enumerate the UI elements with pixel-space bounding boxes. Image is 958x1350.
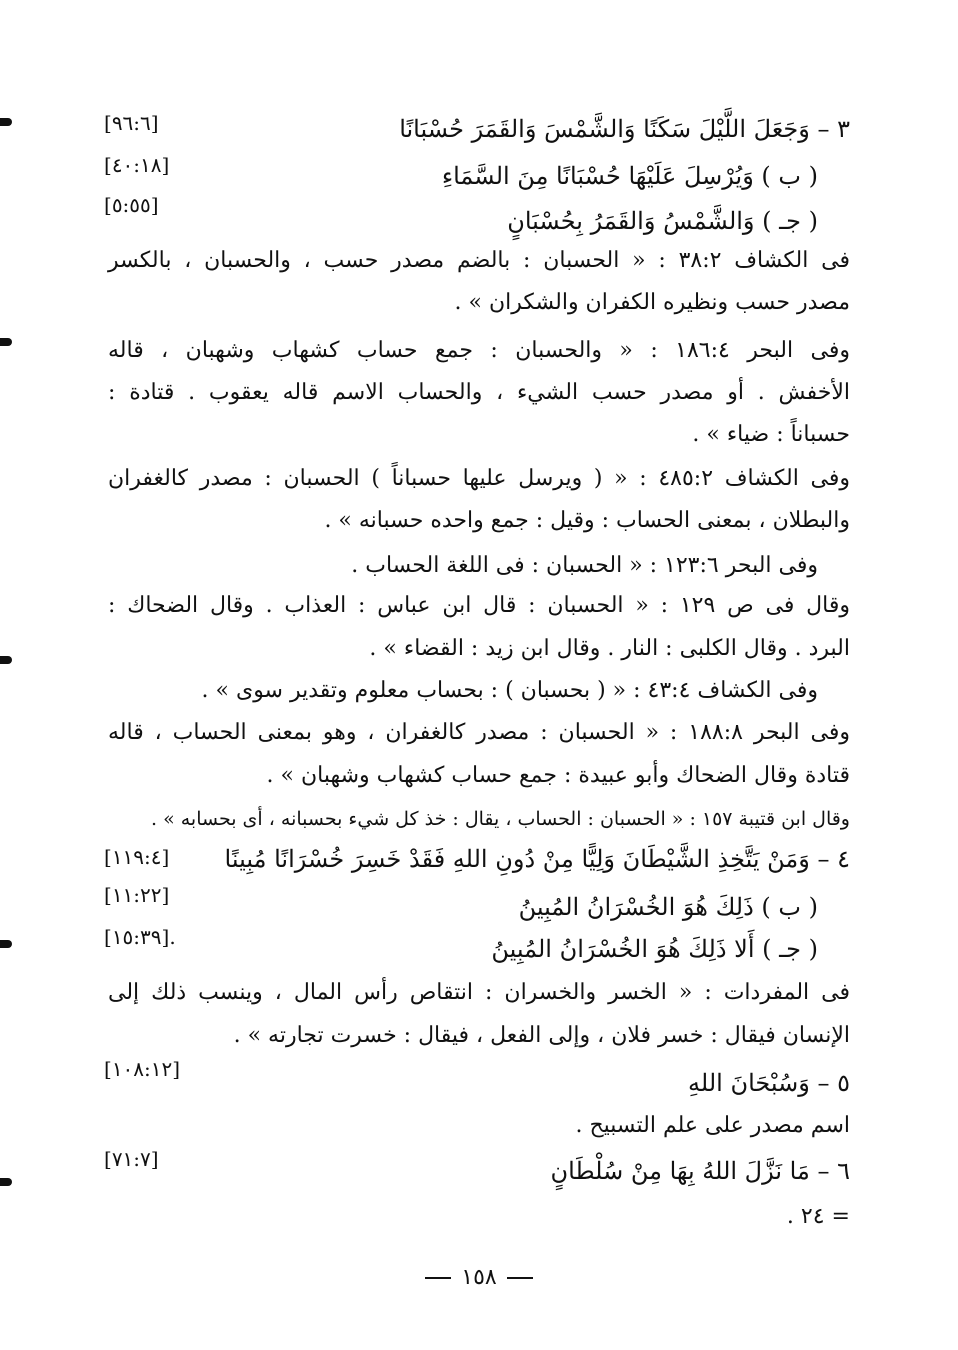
scan-edge-mark (0, 1178, 12, 1186)
verse-reference: [٥:٥٥] (104, 193, 159, 217)
verse-reference: [١٥:٣٩]. (104, 925, 176, 949)
commentary-line: وفى الكشاف ٤٨٥:٢ : « ( ويرسل عليها حسباناً ) الحسبان : مصدر كالغفران (108, 466, 850, 491)
commentary-line: حسباناً : ضياء » . (692, 422, 850, 447)
commentary-line: وقال ابن قتيبة ١٥٧ : « الحسبان : الحساب ، يقال : خذ كل شيء بحسبانه ، أى بحسابه » . (150, 808, 850, 830)
commentary-line: اسم مصدر على علم التسبيح . (575, 1113, 850, 1138)
verse-line: ٤ – وَمَنْ يَتَّخِذِ الشَّيْطَانَ وَلِيًّا مِنْ دُونِ اللهِ فَقَدْ خَسِرَ خُسْرَانًا مُبِينًا (224, 845, 850, 873)
verse-reference: [١٠٨:١٢] (104, 1057, 181, 1081)
commentary-line: وفى الكشاف ٤٣:٤ : « ( بحسبان ) : بحساب معلوم وتقدير سوى » . (201, 678, 818, 703)
commentary-line: وفى البحر ١٨٦:٤ : « والحسبان : جمع حساب كشهاب وشهبان ، قاله (108, 338, 850, 363)
scan-edge-mark (0, 338, 12, 346)
verse-line: ( ب ) ذَلِكَ هُوَ الخُسْرَانُ المُبِينُ (518, 893, 818, 921)
commentary-line: الأخفش . أو مصدر حسب الشيء ، والحساب الاسم قاله يعقوب . قتادة : (108, 380, 850, 405)
scan-edge-mark (0, 940, 12, 948)
commentary-line: البرد . وقال الكلبى : النار . وقال ابن زيد : القضاء » . (369, 636, 850, 661)
verse-reference: [١١٩:٤] (104, 845, 170, 869)
verse-reference: [١١:٢٢] (104, 883, 170, 907)
verse-line: ٥ – وَسُبْحَانَ اللهِ (688, 1069, 850, 1097)
verse-line: ( جـ ) وَالشَّمْسُ وَالقَمَرُ بِحُسْبَانٍ (507, 207, 818, 235)
scan-edge-mark (0, 118, 12, 126)
verse-line: ٣ – وَجَعَلَ اللَّيْلَ سَكَنًا وَالشَّمْسَ وَالقَمَرَ حُسْبَانًا (399, 115, 850, 143)
commentary-line: الإنسان فيقال : خسر فلان ، وإلى الفعل ، فيقال : خسرت تجارته » . (233, 1023, 850, 1048)
scan-edge-mark (0, 656, 12, 664)
page-number-dash (507, 1277, 533, 1279)
page-number-dash (425, 1277, 451, 1279)
cross-reference-line: = ٢٤ . (786, 1204, 850, 1229)
verse-line: ( جـ ) أَلا ذَلِكَ هُوَ الخُسْرَانُ المُبِينُ (491, 935, 818, 963)
page-number-value: ١٥٨ (461, 1265, 497, 1290)
verse-line: ( ب ) وَيُرْسِلَ عَلَيْهَا حُسْبَانًا مِنَ السَّمَاءِ (441, 162, 818, 190)
commentary-line: والبطلان ، بمعنى الحساب : وقيل : جمع واحده حسبانه » . (324, 508, 850, 533)
commentary-line: وقال فى ص ١٢٩ : « الحسبان : قال ابن عباس : العذاب . وقال الضحاك : (108, 593, 850, 618)
verse-reference: [٤٠:١٨] (104, 153, 170, 177)
page-number (379, 1258, 579, 1298)
verse-line: ٦ – مَا نَزَّلَ اللهُ بِهَا مِنْ سُلْطَانٍ (550, 1157, 850, 1185)
commentary-line: مصدر حسب ونظيره الكفران والشكران » . (454, 290, 850, 315)
commentary-line: فى الكشاف ٣٨:٢ : « الحسبان : بالضم مصدر حسب ، والحسبان ، بالكسر (108, 248, 850, 273)
verse-reference: [٧١:٧] (104, 1147, 159, 1171)
commentary-line: وفى البحر ١٨٨:٨ : « الحسبان : مصدر كالغفران ، وهو بمعنى الحساب ، قاله (108, 720, 851, 745)
commentary-line: فى المفردات : « الخسر والخسران : انتقاص رأس المال ، وينسب ذلك إلى (108, 980, 850, 1005)
commentary-line: قتادة وقال الضحاك وأبو عبيدة : جمع حساب كشهاب وشهبان » . (266, 763, 850, 788)
commentary-line: وفى البحر ١٢٣:٦ : « الحسبان : فى اللغة الحساب . (351, 553, 818, 578)
verse-reference: [٩٦:٦] (104, 111, 159, 135)
